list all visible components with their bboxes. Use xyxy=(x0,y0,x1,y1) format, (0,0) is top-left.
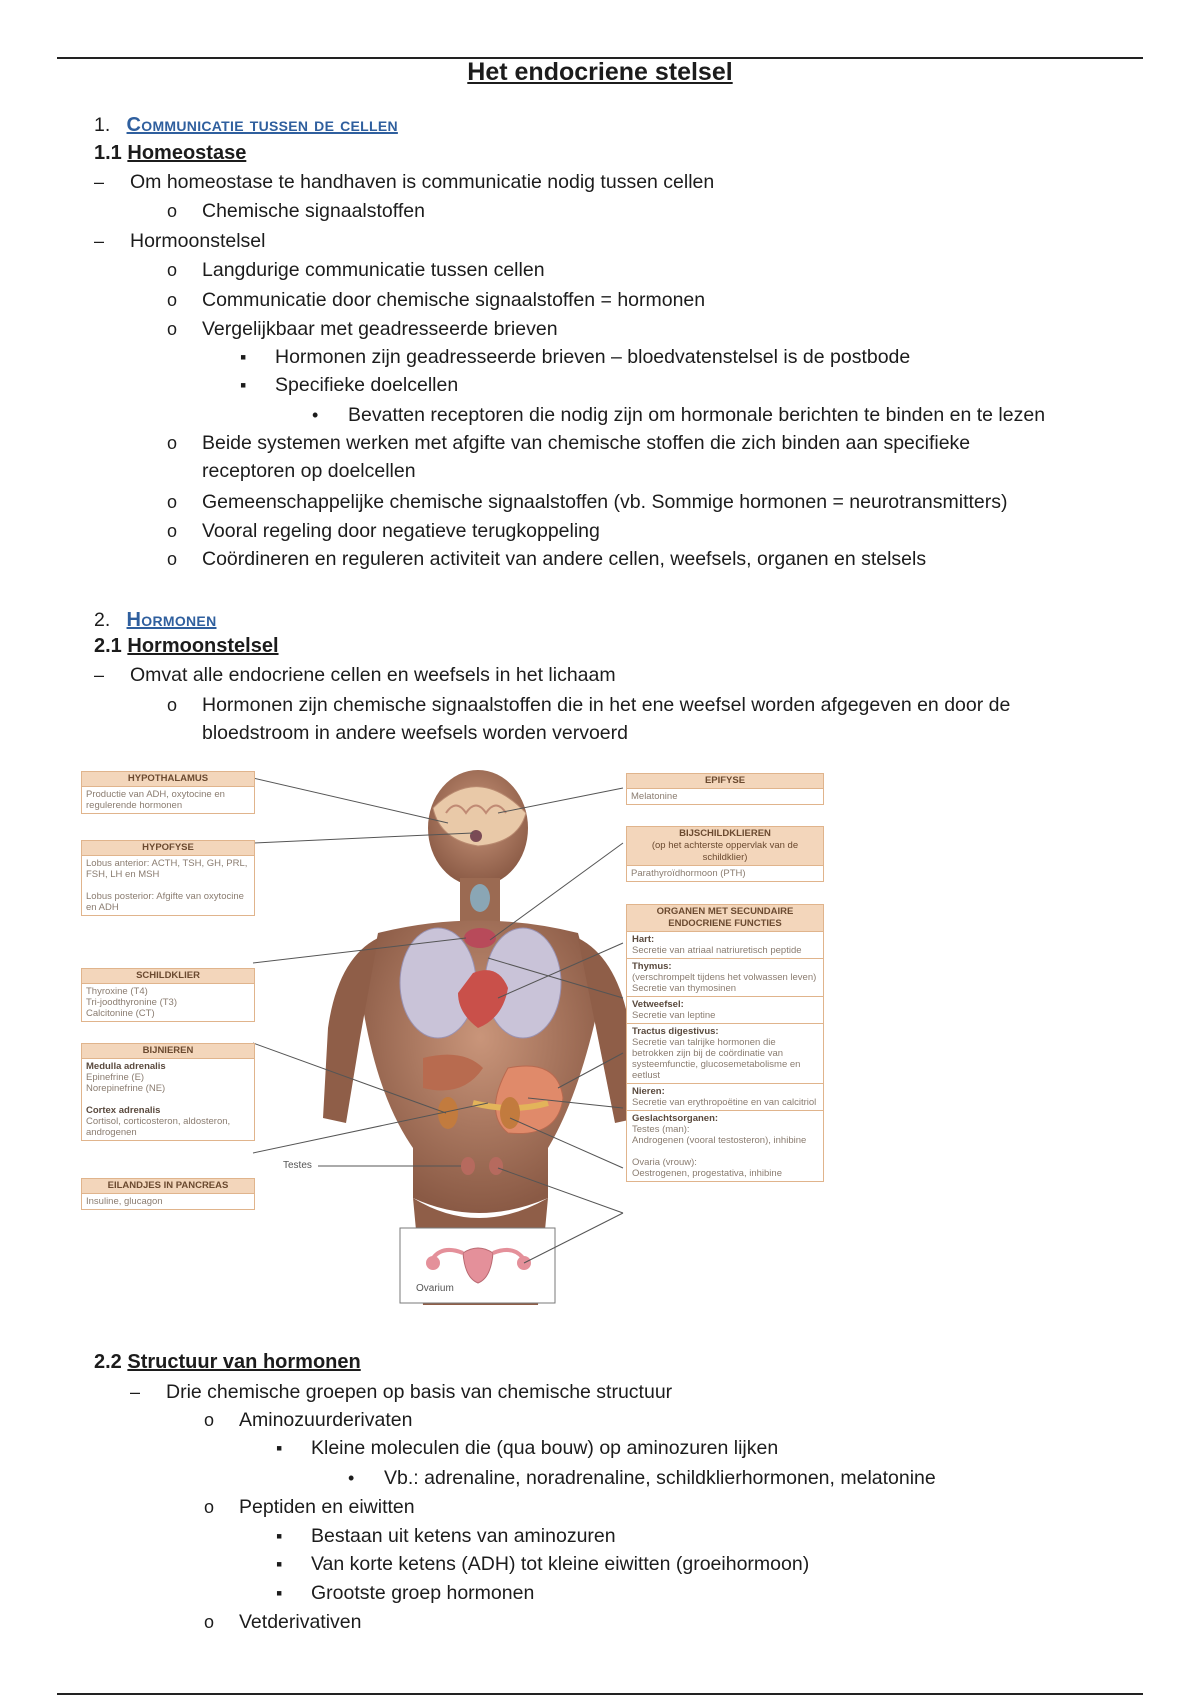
square-bullet: ▪ xyxy=(276,1438,283,1458)
dash-bullet: – xyxy=(94,231,105,251)
circle-bullet: o xyxy=(167,695,178,715)
label-testes: Testes xyxy=(283,1160,312,1171)
list-item: Kleine moleculen die (qua bouw) op aminozuren lijken xyxy=(311,1437,779,1459)
list-item: Peptiden en eiwitten xyxy=(239,1496,415,1518)
list-item: Communicatie door chemische signaalstoffen = hormonen xyxy=(202,289,706,311)
label-bijschildklieren: BIJSCHILDKLIEREN (op het achterste oppervlak van de schildklier) Parathyroïdhormoon (PTH) xyxy=(626,826,824,882)
bottom-rule xyxy=(57,1693,1143,1695)
square-bullet: ▪ xyxy=(276,1554,283,1574)
list-item: Hormonen zijn chemische signaalstoffen die in het ene weefsel worden afgegeven en door de bloedstroom in andere weefsels worden vervoerd xyxy=(202,694,1011,744)
subsection-2-2-heading: 2.2 Structuur van hormonen xyxy=(94,1351,361,1373)
circle-bullet: o xyxy=(167,260,178,280)
circle-bullet: o xyxy=(167,549,178,569)
list-item: Drie chemische groepen op basis van chemische structuur xyxy=(166,1381,673,1403)
dash-bullet: – xyxy=(94,665,105,685)
circle-bullet: o xyxy=(204,1612,215,1632)
circle-bullet: o xyxy=(167,319,178,339)
list-item: Bevatten receptoren die nodig zijn om hormonale berichten te binden en te lezen xyxy=(348,404,1046,426)
list-item: Van korte ketens (ADH) tot kleine eiwitten (groeihormoon) xyxy=(311,1553,810,1575)
subsection-1-1-heading: 1.1 Homeostase xyxy=(94,142,247,164)
label-schildklier: SCHILDKLIER Thyroxine (T4) Tri-joodthyronine (T3) Calcitonine (CT) xyxy=(81,968,255,1022)
square-bullet: ▪ xyxy=(240,375,247,395)
list-item: Vb.: adrenaline, noradrenaline, schildklierhormonen, melatonine xyxy=(384,1467,936,1489)
list-item: Coördineren en reguleren activiteit van andere cellen, weefsels, organen en stelsels xyxy=(202,548,927,570)
dash-bullet: – xyxy=(130,1382,141,1402)
list-item: Beide systemen werken met afgifte van chemische stoffen die zich binden aan specifieke receptoren op doelcellen xyxy=(202,432,971,482)
circle-bullet: o xyxy=(167,201,178,221)
circle-bullet: o xyxy=(204,1497,215,1517)
list-item: Omvat alle endocriene cellen en weefsels in het lichaam xyxy=(130,664,616,686)
list-item: Gemeenschappelijke chemische signaalstoffen (vb. Sommige hormonen = neurotransmitters) xyxy=(202,491,1008,513)
list-item: Specifieke doelcellen xyxy=(275,374,459,396)
endocrine-system-figure xyxy=(78,768,828,1305)
list-item: Bestaan uit ketens van aminozuren xyxy=(311,1525,616,1547)
list-item: Hormonen zijn geadresseerde brieven – bloedvatenstelsel is de postbode xyxy=(275,346,911,368)
list-item: Vergelijkbaar met geadresseerde brieven xyxy=(202,318,558,340)
label-ovarium: Ovarium xyxy=(416,1283,454,1294)
circle-bullet: o xyxy=(167,521,178,541)
section-1-link[interactable]: Communicatie tussen de cellen xyxy=(126,114,398,136)
section-2-link[interactable]: Hormonen xyxy=(126,609,217,631)
square-bullet: ▪ xyxy=(240,347,247,367)
square-bullet: ▪ xyxy=(276,1526,283,1546)
list-item: Aminozuurderivaten xyxy=(239,1409,413,1431)
section-2-heading: 2. Hormonen xyxy=(94,609,217,631)
list-item: Om homeostase te handhaven is communicatie nodig tussen cellen xyxy=(130,171,715,193)
list-item: Vooral regeling door negatieve terugkoppeling xyxy=(202,520,600,542)
section-1-heading: 1. Communicatie tussen de cellen xyxy=(94,114,398,136)
label-eilandjes-pancreas: EILANDJES IN PANCREAS Insuline, glucagon xyxy=(81,1178,255,1210)
label-hypothalamus: HYPOTHALAMUS Productie van ADH, oxytocine en regulerende hormonen xyxy=(81,771,255,814)
dot-bullet: • xyxy=(348,1468,355,1488)
list-item: Langdurige communicatie tussen cellen xyxy=(202,259,545,281)
label-secundaire-organen: ORGANEN MET SECUNDAIRE ENDOCRIENE FUNCTIES Hart: Secretie van atriaal natriuretisch peptide Thymus: (verschrompelt tijdens het volwassen leven) Secretie van thymosinen Vetweefsel: Secretie van leptine Tractus digestivus: Secretie van talrijke hormonen die betrokken zijn bij de coördinatie van systeemfunctie, glucosemetabolisme en eetlust Nieren: Secretie van erythropoëtine en van calcitriol Geslachtsorganen: Testes (man): Androgenen (vooral testosteron), inhibine Ovaria (vrouw): Oestrogenen, progestativa, inhibine xyxy=(626,904,824,1182)
label-bijnieren: BIJNIEREN Medulla adrenalis Epinefrine (E) Norepinefrine (NE) Cortex adrenalis Cortisol, corticosteron, aldosteron, androgenen xyxy=(81,1043,255,1141)
dash-bullet: – xyxy=(94,172,105,192)
circle-bullet: o xyxy=(167,290,178,310)
page-title: Het endocriene stelsel xyxy=(467,58,733,86)
circle-bullet: o xyxy=(204,1410,215,1430)
dot-bullet: • xyxy=(312,405,319,425)
label-epifyse: EPIFYSE Melatonine xyxy=(626,773,824,805)
square-bullet: ▪ xyxy=(276,1583,283,1603)
label-hypofyse: HYPOFYSE Lobus anterior: ACTH, TSH, GH, PRL, FSH, LH en MSH Lobus posterior: Afgifte van oxytocine en ADH xyxy=(81,840,255,916)
list-item: Vetderivativen xyxy=(239,1611,362,1633)
list-item: Grootste groep hormonen xyxy=(311,1582,535,1604)
list-item: Chemische signaalstoffen xyxy=(202,200,425,222)
subsection-2-1-heading: 2.1 Hormoonstelsel xyxy=(94,635,279,657)
circle-bullet: o xyxy=(167,492,178,512)
list-item: Hormoonstelsel xyxy=(130,230,266,252)
circle-bullet: o xyxy=(167,433,178,453)
